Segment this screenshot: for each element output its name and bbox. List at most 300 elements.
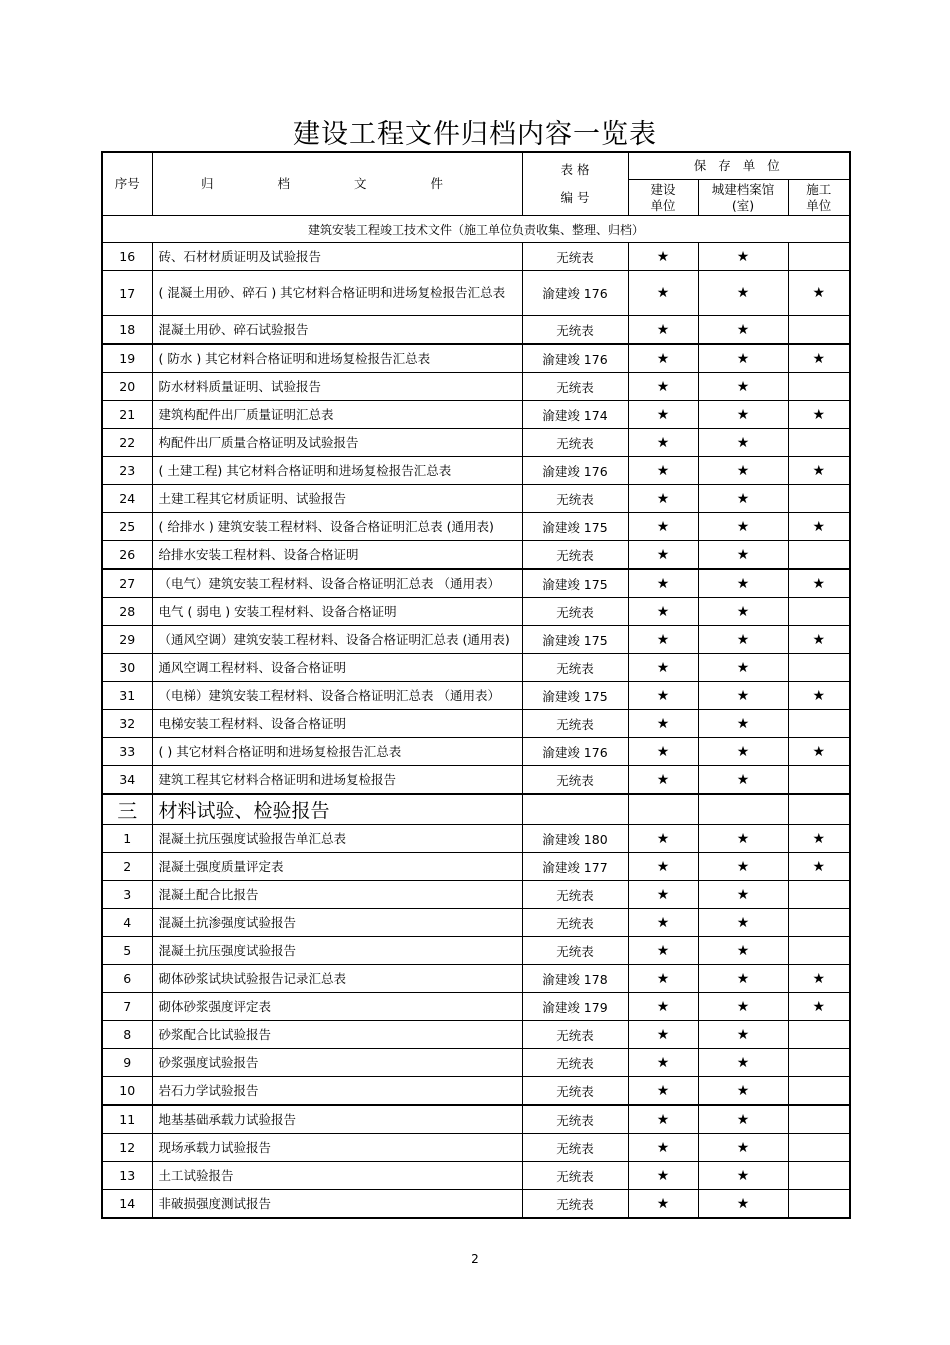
form-code: 无统表 <box>522 937 628 965</box>
row-number: 33 <box>102 738 152 766</box>
star-icon: ★ <box>736 350 750 367</box>
keep-archive-cell <box>698 853 788 881</box>
form-code: 渝建竣 177 <box>522 853 628 881</box>
document-name: （电梯）建筑安装工程材料、设备合格证明汇总表 （通用表） <box>152 682 522 710</box>
star-icon: ★ <box>656 1082 670 1099</box>
table-row <box>102 965 850 993</box>
header-keeper-construction: 建设 单位 <box>628 180 698 216</box>
document-name: 混凝土抗压强度试验报告单汇总表 <box>152 825 522 853</box>
keep-construction-cell <box>628 373 698 401</box>
star-icon: ★ <box>812 743 826 760</box>
row-number: 17 <box>102 271 152 316</box>
keep-construction-cell <box>628 1105 698 1134</box>
table-row <box>102 710 850 738</box>
form-code: 无统表 <box>522 373 628 401</box>
star-icon: ★ <box>656 285 670 301</box>
document-name: 混凝土抗渗强度试验报告 <box>152 909 522 937</box>
keep-archive-cell <box>698 569 788 598</box>
star-icon: ★ <box>656 575 670 592</box>
row-number: 10 <box>102 1077 152 1106</box>
form-code: 渝建竣 174 <box>522 401 628 429</box>
star-icon: ★ <box>736 830 750 847</box>
star-icon: ★ <box>736 518 750 535</box>
star-icon: ★ <box>656 970 670 987</box>
keep-contractor-cell <box>788 654 850 682</box>
document-name: 非破损强度测试报告 <box>152 1190 522 1219</box>
row-number: 11 <box>102 1105 152 1134</box>
table-row <box>102 513 850 541</box>
table-row <box>102 654 850 682</box>
header-row-1 <box>102 152 850 180</box>
row-number: 24 <box>102 485 152 513</box>
keep-archive-cell <box>698 1162 788 1190</box>
star-icon: ★ <box>736 575 750 592</box>
keep-contractor-cell <box>788 909 850 937</box>
form-code: 无统表 <box>522 1190 628 1219</box>
keep-archive-cell <box>698 344 788 373</box>
header-doc <box>152 152 522 216</box>
document-name: ( 防水 ) 其它材料合格证明和进场复检报告汇总表 <box>152 344 522 373</box>
keep-contractor-cell <box>788 766 850 795</box>
empty-cell <box>788 794 850 825</box>
category-label: 建筑安装工程竣工技术文件（施工单位负责收集、整理、归档） <box>102 216 850 243</box>
document-name: 混凝土用砂、碎石试验报告 <box>152 316 522 345</box>
keep-contractor-cell <box>788 541 850 570</box>
form-code: 无统表 <box>522 1077 628 1106</box>
star-icon: ★ <box>656 378 670 395</box>
star-icon: ★ <box>736 603 750 620</box>
row-number: 29 <box>102 626 152 654</box>
header-seq: 序号 <box>102 152 152 216</box>
table-row <box>102 569 850 598</box>
section-number: 三 <box>102 794 152 825</box>
keep-archive-cell <box>698 993 788 1021</box>
table-row <box>102 457 850 485</box>
row-number: 1 <box>102 825 152 853</box>
star-icon: ★ <box>812 998 826 1015</box>
keep-construction-cell <box>628 1049 698 1077</box>
keep-construction-cell <box>628 1021 698 1049</box>
header-keeper-contractor: 施工 单位 <box>788 180 850 216</box>
star-icon: ★ <box>656 858 670 875</box>
keep-archive-cell <box>698 513 788 541</box>
section-heading-row <box>102 794 850 825</box>
star-icon: ★ <box>656 434 670 451</box>
table-row <box>102 429 850 457</box>
keep-contractor-cell <box>788 401 850 429</box>
star-icon: ★ <box>736 970 750 987</box>
row-number: 2 <box>102 853 152 881</box>
star-icon: ★ <box>812 285 826 301</box>
form-code: 无统表 <box>522 1021 628 1049</box>
keep-construction-cell <box>628 937 698 965</box>
keep-archive-cell <box>698 316 788 345</box>
row-number: 4 <box>102 909 152 937</box>
keep-archive-cell <box>698 965 788 993</box>
keep-contractor-cell <box>788 513 850 541</box>
keep-archive-cell <box>698 401 788 429</box>
keep-archive-cell <box>698 1190 788 1219</box>
star-icon: ★ <box>656 1167 670 1184</box>
keep-construction-cell <box>628 271 698 316</box>
keep-archive-cell <box>698 429 788 457</box>
star-icon: ★ <box>736 942 750 959</box>
keep-construction-cell <box>628 569 698 598</box>
keep-archive-cell <box>698 682 788 710</box>
form-code: 渝建竣 176 <box>522 738 628 766</box>
keep-contractor-cell <box>788 1190 850 1219</box>
keep-construction-cell <box>628 1190 698 1219</box>
table-row <box>102 541 850 570</box>
form-code: 渝建竣 178 <box>522 965 628 993</box>
form-code: 无统表 <box>522 909 628 937</box>
keep-contractor-cell <box>788 344 850 373</box>
row-number: 34 <box>102 766 152 795</box>
row-number: 30 <box>102 654 152 682</box>
table-row <box>102 598 850 626</box>
keep-archive-cell <box>698 1105 788 1134</box>
row-number: 32 <box>102 710 152 738</box>
row-number: 3 <box>102 881 152 909</box>
document-name: 砂浆配合比试验报告 <box>152 1021 522 1049</box>
keep-construction-cell <box>628 316 698 345</box>
star-icon: ★ <box>736 1111 750 1128</box>
header-keepers: 保 存 单 位 <box>628 152 850 180</box>
document-name: 土工试验报告 <box>152 1162 522 1190</box>
row-number: 22 <box>102 429 152 457</box>
keep-archive-cell <box>698 626 788 654</box>
form-code: 渝建竣 176 <box>522 344 628 373</box>
star-icon: ★ <box>656 1195 670 1212</box>
keep-contractor-cell <box>788 965 850 993</box>
keep-archive-cell <box>698 654 788 682</box>
document-name: 现场承载力试验报告 <box>152 1134 522 1162</box>
keep-construction-cell <box>628 881 698 909</box>
document-name: 建筑工程其它材料合格证明和进场复检报告 <box>152 766 522 795</box>
page-title: 建设工程文件归档内容一览表 <box>293 119 657 150</box>
keep-archive-cell <box>698 710 788 738</box>
keep-archive-cell <box>698 243 788 271</box>
star-icon: ★ <box>736 771 750 788</box>
star-icon: ★ <box>656 321 670 338</box>
form-code: 无统表 <box>522 541 628 570</box>
star-icon: ★ <box>656 914 670 931</box>
table-row <box>102 1077 850 1106</box>
empty-cell <box>628 794 698 825</box>
document-name: 构配件出厂质量合格证明及试验报告 <box>152 429 522 457</box>
header-form-bottom: 编 号 <box>560 190 590 205</box>
form-code: 渝建竣 179 <box>522 993 628 1021</box>
keep-construction-cell <box>628 541 698 570</box>
form-code: 无统表 <box>522 429 628 457</box>
keep-contractor-cell <box>788 1162 850 1190</box>
table-row <box>102 993 850 1021</box>
star-icon: ★ <box>736 321 750 338</box>
form-code: 无统表 <box>522 881 628 909</box>
empty-cell <box>522 794 628 825</box>
star-icon: ★ <box>656 546 670 563</box>
keep-archive-cell <box>698 485 788 513</box>
table-row <box>102 316 850 345</box>
form-code: 无统表 <box>522 316 628 345</box>
keep-construction-cell <box>628 626 698 654</box>
header-form <box>522 152 628 216</box>
star-icon: ★ <box>812 518 826 535</box>
star-icon: ★ <box>812 631 826 648</box>
star-icon: ★ <box>656 1139 670 1156</box>
row-number: 25 <box>102 513 152 541</box>
form-code: 无统表 <box>522 243 628 271</box>
document-name: 防水材料质量证明、试验报告 <box>152 373 522 401</box>
star-icon: ★ <box>736 490 750 507</box>
keep-contractor-cell <box>788 710 850 738</box>
keep-archive-cell <box>698 457 788 485</box>
document-name: ( 土建工程) 其它材料合格证明和进场复检报告汇总表 <box>152 457 522 485</box>
keep-archive-cell <box>698 271 788 316</box>
star-icon: ★ <box>736 1026 750 1043</box>
table-row <box>102 243 850 271</box>
document-name: 通风空调工程材料、设备合格证明 <box>152 654 522 682</box>
empty-cell <box>698 794 788 825</box>
table-row <box>102 682 850 710</box>
header-form-top: 表 格 <box>560 162 590 177</box>
star-icon: ★ <box>736 462 750 479</box>
keep-construction-cell <box>628 965 698 993</box>
table-body-b <box>102 825 850 1219</box>
document-name: （电气）建筑安装工程材料、设备合格证明汇总表 （通用表） <box>152 569 522 598</box>
star-icon: ★ <box>656 1111 670 1128</box>
table-row <box>102 344 850 373</box>
keep-construction-cell <box>628 710 698 738</box>
row-number: 28 <box>102 598 152 626</box>
keep-archive-cell <box>698 1049 788 1077</box>
document-name: 混凝土强度质量评定表 <box>152 853 522 881</box>
keep-contractor-cell <box>788 1105 850 1134</box>
star-icon: ★ <box>812 406 826 423</box>
document-name: 岩石力学试验报告 <box>152 1077 522 1106</box>
section-title: 材料试验、检验报告 <box>152 794 522 825</box>
form-code: 无统表 <box>522 654 628 682</box>
row-number: 13 <box>102 1162 152 1190</box>
table-body-a <box>102 216 850 795</box>
keep-archive-cell <box>698 738 788 766</box>
keep-contractor-cell <box>788 243 850 271</box>
keep-archive-cell <box>698 1077 788 1106</box>
keep-construction-cell <box>628 1134 698 1162</box>
form-code: 渝建竣 176 <box>522 457 628 485</box>
row-number: 16 <box>102 243 152 271</box>
row-number: 26 <box>102 541 152 570</box>
form-code: 无统表 <box>522 710 628 738</box>
form-code: 渝建竣 175 <box>522 569 628 598</box>
document-name: 土建工程其它材质证明、试验报告 <box>152 485 522 513</box>
row-number: 18 <box>102 316 152 345</box>
keep-contractor-cell <box>788 993 850 1021</box>
star-icon: ★ <box>736 248 750 265</box>
document-name: 建筑构配件出厂质量证明汇总表 <box>152 401 522 429</box>
keep-archive-cell <box>698 373 788 401</box>
star-icon: ★ <box>736 1054 750 1071</box>
table-row <box>102 909 850 937</box>
document-name: （通风空调）建筑安装工程材料、设备合格证明汇总表 (通用表) <box>152 626 522 654</box>
star-icon: ★ <box>812 858 826 875</box>
header-doc-label: 归 档 文 件 <box>201 176 473 191</box>
keep-contractor-cell <box>788 937 850 965</box>
form-code: 渝建竣 180 <box>522 825 628 853</box>
star-icon: ★ <box>656 830 670 847</box>
star-icon: ★ <box>736 743 750 760</box>
table-row <box>102 271 850 316</box>
keep-archive-cell <box>698 1021 788 1049</box>
row-number: 14 <box>102 1190 152 1219</box>
keep-contractor-cell <box>788 598 850 626</box>
keep-contractor-cell <box>788 316 850 345</box>
star-icon: ★ <box>812 830 826 847</box>
document-name: ( 给排水 ) 建筑安装工程材料、设备合格证明汇总表 (通用表) <box>152 513 522 541</box>
keep-construction-cell <box>628 429 698 457</box>
table-row <box>102 1190 850 1219</box>
star-icon: ★ <box>656 518 670 535</box>
star-icon: ★ <box>736 858 750 875</box>
star-icon: ★ <box>736 434 750 451</box>
row-number: 12 <box>102 1134 152 1162</box>
row-number: 9 <box>102 1049 152 1077</box>
keep-contractor-cell <box>788 682 850 710</box>
table-row <box>102 1021 850 1049</box>
star-icon: ★ <box>736 1139 750 1156</box>
document-name: ( ) 其它材料合格证明和进场复检报告汇总表 <box>152 738 522 766</box>
star-icon: ★ <box>812 462 826 479</box>
star-icon: ★ <box>656 1054 670 1071</box>
row-number: 27 <box>102 569 152 598</box>
keep-construction-cell <box>628 401 698 429</box>
star-icon: ★ <box>812 687 826 704</box>
document-name: 混凝土配合比报告 <box>152 881 522 909</box>
table-row <box>102 373 850 401</box>
keep-construction-cell <box>628 243 698 271</box>
keep-construction-cell <box>628 344 698 373</box>
table-row <box>102 853 850 881</box>
keep-contractor-cell <box>788 626 850 654</box>
form-code: 无统表 <box>522 1134 628 1162</box>
star-icon: ★ <box>656 743 670 760</box>
keep-contractor-cell <box>788 1077 850 1106</box>
star-icon: ★ <box>736 886 750 903</box>
row-number: 19 <box>102 344 152 373</box>
keep-contractor-cell <box>788 1049 850 1077</box>
star-icon: ★ <box>656 659 670 676</box>
star-icon: ★ <box>656 406 670 423</box>
table-row <box>102 766 850 795</box>
star-icon: ★ <box>656 771 670 788</box>
document-name: 砌体砂浆试块试验报告记录汇总表 <box>152 965 522 993</box>
row-number: 21 <box>102 401 152 429</box>
document-name: 地基基础承载力试验报告 <box>152 1105 522 1134</box>
keep-construction-cell <box>628 1162 698 1190</box>
star-icon: ★ <box>656 490 670 507</box>
star-icon: ★ <box>656 886 670 903</box>
star-icon: ★ <box>736 285 750 301</box>
star-icon: ★ <box>736 1082 750 1099</box>
row-number: 7 <box>102 993 152 1021</box>
table-row <box>102 825 850 853</box>
keep-contractor-cell <box>788 1134 850 1162</box>
keep-archive-cell <box>698 937 788 965</box>
table-row <box>102 1134 850 1162</box>
archive-table <box>101 151 851 1219</box>
star-icon: ★ <box>656 715 670 732</box>
table-row <box>102 401 850 429</box>
form-code: 无统表 <box>522 1049 628 1077</box>
keep-construction-cell <box>628 909 698 937</box>
form-code: 无统表 <box>522 766 628 795</box>
table-row <box>102 1105 850 1134</box>
star-icon: ★ <box>736 631 750 648</box>
star-icon: ★ <box>656 248 670 265</box>
form-code: 无统表 <box>522 598 628 626</box>
star-icon: ★ <box>736 914 750 931</box>
star-icon: ★ <box>736 998 750 1015</box>
star-icon: ★ <box>812 350 826 367</box>
star-icon: ★ <box>656 998 670 1015</box>
keep-contractor-cell <box>788 429 850 457</box>
page-number: 2 <box>471 1252 479 1266</box>
table-row <box>102 937 850 965</box>
star-icon: ★ <box>656 603 670 620</box>
keep-construction-cell <box>628 825 698 853</box>
keep-construction-cell <box>628 853 698 881</box>
document-name: ( 混凝土用砂、碎石 ) 其它材料合格证明和进场复检报告汇总表 <box>152 271 522 316</box>
star-icon: ★ <box>812 970 826 987</box>
keep-archive-cell <box>698 909 788 937</box>
document-name: 电气 ( 弱电 ) 安装工程材料、设备合格证明 <box>152 598 522 626</box>
keep-contractor-cell <box>788 825 850 853</box>
keep-construction-cell <box>628 654 698 682</box>
row-number: 31 <box>102 682 152 710</box>
document-name: 混凝土抗压强度试验报告 <box>152 937 522 965</box>
keep-contractor-cell <box>788 271 850 316</box>
keep-construction-cell <box>628 682 698 710</box>
star-icon: ★ <box>736 1167 750 1184</box>
keep-contractor-cell <box>788 738 850 766</box>
form-code: 渝建竣 175 <box>522 626 628 654</box>
keep-contractor-cell <box>788 1021 850 1049</box>
keep-contractor-cell <box>788 457 850 485</box>
document-name: 电梯安装工程材料、设备合格证明 <box>152 710 522 738</box>
star-icon: ★ <box>736 659 750 676</box>
star-icon: ★ <box>656 631 670 648</box>
form-code: 渝建竣 175 <box>522 513 628 541</box>
keep-construction-cell <box>628 993 698 1021</box>
star-icon: ★ <box>736 378 750 395</box>
keep-archive-cell <box>698 541 788 570</box>
row-number: 23 <box>102 457 152 485</box>
star-icon: ★ <box>656 942 670 959</box>
keep-construction-cell <box>628 457 698 485</box>
form-code: 渝建竣 176 <box>522 271 628 316</box>
star-icon: ★ <box>736 546 750 563</box>
keep-archive-cell <box>698 598 788 626</box>
keep-contractor-cell <box>788 569 850 598</box>
keep-contractor-cell <box>788 373 850 401</box>
keep-archive-cell <box>698 881 788 909</box>
keep-contractor-cell <box>788 881 850 909</box>
keep-construction-cell <box>628 766 698 795</box>
document-name: 砂浆强度试验报告 <box>152 1049 522 1077</box>
form-code: 渝建竣 175 <box>522 682 628 710</box>
star-icon: ★ <box>736 1195 750 1212</box>
keep-archive-cell <box>698 1134 788 1162</box>
